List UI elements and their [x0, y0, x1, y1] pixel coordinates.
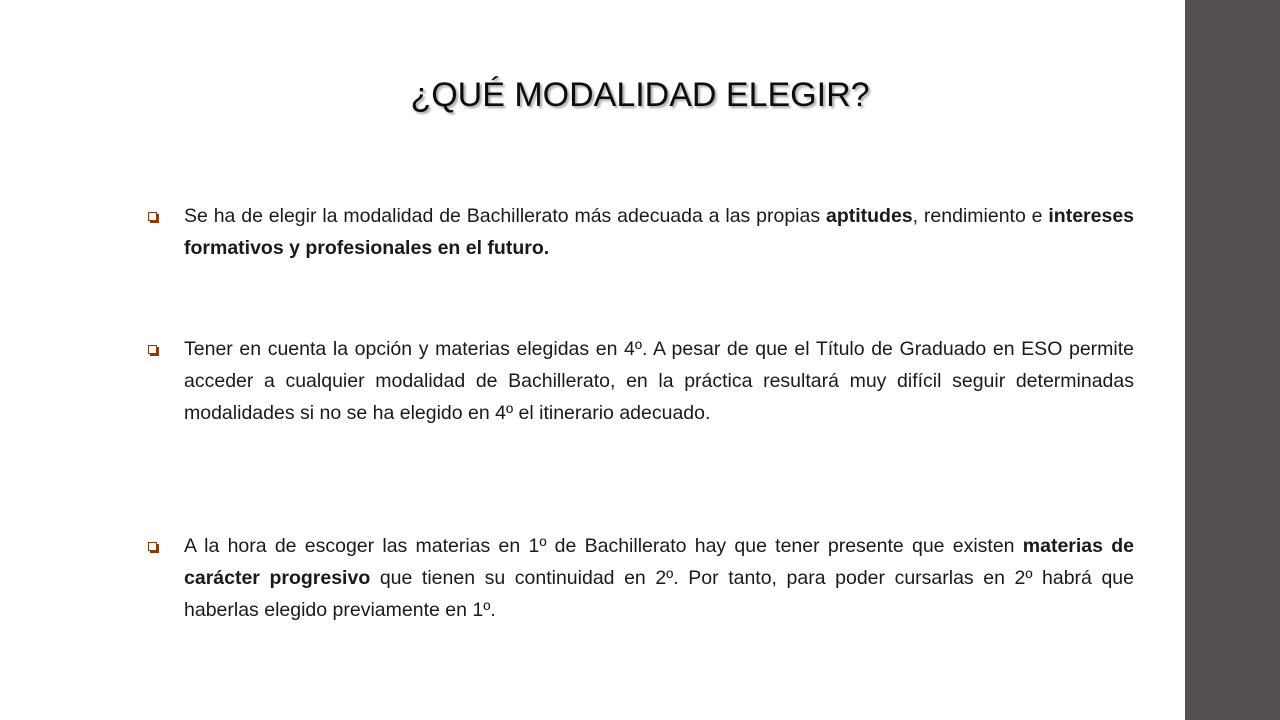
bullet-3-segment-3: que tienen su continuidad en 2º. Por tanto, para poder cursarlas en 2º habrá que haberlas elegido previamente en 1º.	[184, 567, 1134, 621]
bullet-text-2	[184, 333, 1134, 429]
bullet-item-1	[148, 206, 1134, 264]
side-accent-bar	[1185, 0, 1280, 720]
square-bullet-icon	[148, 542, 160, 554]
bullet-1-segment-1: Se ha de elegir la modalidad de Bachillerato más adecuada a las propias	[184, 205, 826, 227]
square-bullet-icon	[148, 345, 160, 357]
bullet-3-segment-1: A la hora de escoger las materias en 1º de Bachillerato hay que tener presente que existen	[184, 535, 1023, 557]
bullet-1-segment-2: aptitudes	[825, 205, 913, 227]
bullet-text-3	[184, 530, 1134, 626]
bullet-item-2	[148, 339, 1134, 429]
square-bullet-icon	[148, 212, 160, 224]
bullet-item-3	[148, 536, 1134, 626]
bullet-1-segment-4: intereses formativos y profesionales en el futuro.	[184, 205, 1135, 259]
bullet-2-segment-1: Tener en cuenta la opción y materias elegidas en 4º. A pesar de que el Título de Graduado en ESO permite acceder a cualquier modalidad de Bachillerato, en la práctica resultará muy difícil seguir determinadas modalidades si no se ha elegido en 4º el itinerario adecuado.	[184, 338, 1134, 424]
bullet-3-segment-2: materias de carácter progresivo	[184, 535, 1134, 589]
slide-title: ¿QUÉ MODALIDAD ELEGIR?	[410, 76, 870, 114]
bullet-text-1	[184, 200, 1134, 264]
bullet-1-segment-3: , rendimiento e	[912, 205, 1049, 227]
